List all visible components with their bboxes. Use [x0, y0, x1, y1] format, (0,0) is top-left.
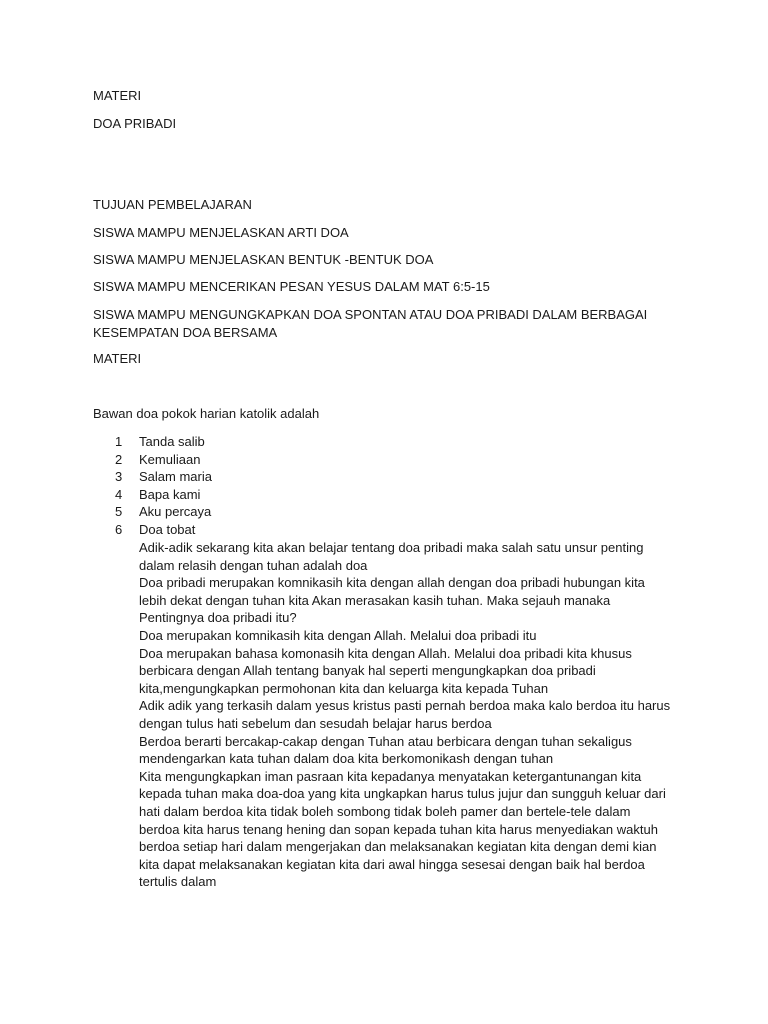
- list-number: 5: [115, 504, 123, 520]
- body-line: Doa merupakan komnikasih kita dengan Allah. Melalui doa pribadi itu: [139, 627, 537, 643]
- list-item: [93, 451, 693, 469]
- intro-text: Bawan doa pokok harian katolik adalah: [93, 406, 320, 421]
- body-line: Berdoa berarti bercakap-cakap dengan Tuhan atau berbicara dengan tuhan sekaligus: [139, 733, 632, 749]
- body-line: Adik-adik sekarang kita akan belajar tentang doa pribadi maka salah satu unsur penting: [139, 540, 644, 555]
- body-line: dalam relasih dengan tuhan adalah doa: [139, 557, 368, 573]
- objective-item: SISWA MAMPU MENCERIKAN PESAN YESUS DALAM MAT 6:5-15: [93, 279, 490, 294]
- body-line: dengan tulus hati sebelum dan sesudah belajar harus berdoa: [139, 715, 492, 731]
- materi-label: MATERI: [93, 88, 142, 103]
- materi-heading: MATERI: [93, 351, 142, 366]
- list-number: 1: [115, 434, 123, 449]
- list-item-label: Doa tobat: [139, 521, 196, 537]
- body-line: lebih dekat dengan tuhan kita Akan merasakan kasih tuhan. Maka sejauh manaka: [139, 592, 611, 608]
- list-item: [93, 468, 693, 486]
- list-number: 2: [115, 451, 123, 467]
- body-line: kita dapat melaksanakan kegiatan kita dari awal hingga sesesai dengan baik hal berdoa: [139, 856, 645, 872]
- body-line: mendengarkan kata tuhan dalam doa kita berkomonikash dengan tuhan: [139, 751, 554, 767]
- body-line: Kita mengungkapkan iman pasraan kita kepadanya menyatakan ketergantunangan kita: [139, 768, 642, 784]
- list-number: 4: [115, 486, 123, 502]
- list-number: 3: [115, 469, 123, 485]
- list-item: [93, 433, 693, 451]
- list-item-label: Tanda salib: [139, 434, 205, 449]
- objective-item: SISWA MAMPU MENJELASKAN ARTI DOA: [93, 225, 349, 240]
- objective-item: SISWA MAMPU MENGUNGKAPKAN DOA SPONTAN ATAU DOA PRIBADI DALAM BERBAGAI: [93, 307, 648, 322]
- list-item: [93, 503, 693, 521]
- body-line: Doa merupakan bahasa komonasih kita dengan Allah. Melalui doa pribadi kita khusus: [139, 645, 632, 661]
- body-line: berbicara dengan Allah tentang banyak hal seperti mengungkapkan doa pribadi: [139, 663, 596, 679]
- body-line: Pentingnya doa pribadi itu?: [139, 610, 297, 626]
- document-title: DOA PRIBADI: [93, 116, 177, 131]
- body-line: kita,mengungkapkan permohonan kita dan keluarga kita kepada Tuhan: [139, 680, 549, 696]
- list-item-label: Salam maria: [139, 469, 212, 485]
- objective-item: SISWA MAMPU MENJELASKAN BENTUK -BENTUK DOA: [93, 252, 434, 267]
- list-item-label: Aku percaya: [139, 504, 212, 520]
- list-item: [93, 521, 693, 539]
- objectives-heading: TUJUAN PEMBELAJARAN: [93, 197, 252, 212]
- body-line: kepada tuhan maka doa-doa yang kita ungkapkan harus tulus jujur dan sungguh keluar dari: [139, 786, 666, 802]
- prayer-list: [93, 433, 693, 539]
- body-line: berdoa kita harus tenang hening dan sopan kepada tuhan kita harus menyediakan waktuh: [139, 821, 658, 837]
- objective-item-continued: KESEMPATAN DOA BERSAMA: [93, 325, 278, 340]
- body-line: hati dalam berdoa kita tidak boleh sombong tidak boleh pamer dan bertele-tele dalam: [139, 803, 631, 819]
- body-line: berdoa setiap hari dalam mengerjakan dan melaksanakan kegiatan kita dengan demi kian: [139, 839, 657, 855]
- list-item-label: Bapa kami: [139, 486, 201, 502]
- body-paragraph: [139, 539, 679, 891]
- list-item: [93, 486, 693, 504]
- list-number: 6: [115, 521, 123, 537]
- body-line: Adik adik yang terkasih dalam yesus kristus pasti pernah berdoa maka kalo berdoa itu harus: [139, 698, 671, 714]
- list-item-label: Kemuliaan: [139, 451, 201, 467]
- body-line: tertulis dalam: [139, 874, 217, 890]
- body-line: Doa pribadi merupakan komnikasih kita dengan allah dengan doa pribadi hubungan kita: [139, 575, 645, 591]
